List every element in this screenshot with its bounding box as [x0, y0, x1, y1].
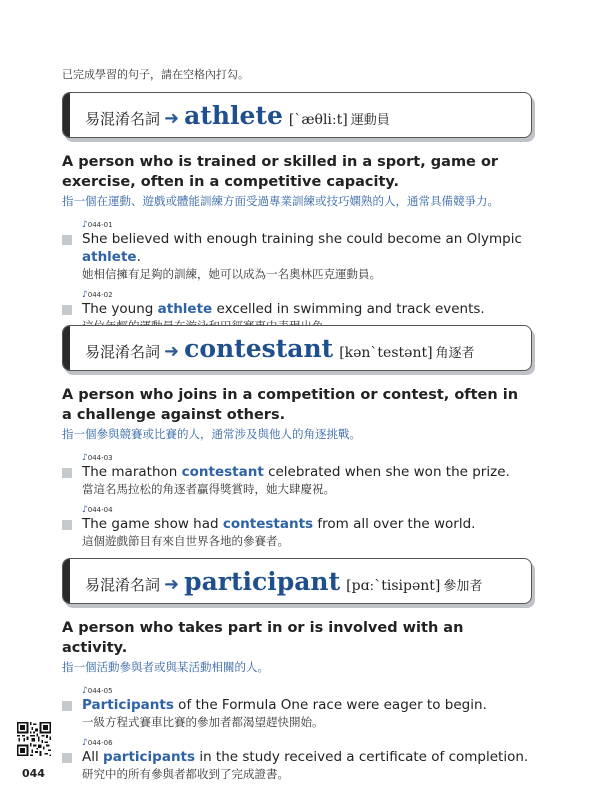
pronunciation: [pɑːˋtisipənt]: [346, 577, 441, 594]
example-sentence-zh: 她相信擁有足夠的訓練，她可以成為一名奧林匹克運動員。: [82, 267, 381, 281]
example-sentence-zh: 這個遊戲節目有來自世界各地的參賽者。: [82, 534, 289, 548]
pronunciation: [kənˋtestənt]: [339, 344, 433, 361]
page-number: 044: [22, 767, 45, 780]
music-note-icon[interactable]: ♪: [82, 220, 88, 230]
track-number: 044-05: [87, 687, 113, 695]
track-number: 044-06: [87, 739, 113, 747]
example-item: [62, 505, 532, 549]
definition-en: A person who is trained or skilled in a sport, game or exercise, often in a competitive capacity.: [62, 154, 499, 190]
example-sentence-en: All participants in the study received a certificate of completion.: [82, 749, 529, 765]
header-accent-bar: [63, 326, 70, 370]
keyword: contestant: [181, 464, 264, 480]
keyword: athlete: [82, 249, 137, 265]
example-sentence-zh: 當這名馬拉松的角逐者贏得獎賞時，她大肆慶祝。: [82, 482, 335, 496]
word-meaning: 運動員: [350, 112, 390, 128]
header-label: 易混淆名詞: [85, 342, 161, 361]
headword: participant: [184, 566, 341, 596]
section-contestant: [62, 325, 532, 549]
checkbox-icon[interactable]: [62, 468, 72, 478]
definition-zh: 指一個參與競賽或比賽的人，通常涉及與他人的角逐挑戰。: [62, 427, 361, 441]
example-sentence-en: The game show had contestants from all over the world.: [82, 516, 476, 532]
checkbox-icon[interactable]: [62, 235, 72, 245]
pronunciation: [ˋæθliːt]: [288, 111, 348, 128]
header-label: 易混淆名詞: [85, 109, 161, 128]
qr-code-icon[interactable]: [17, 722, 51, 756]
example-item: [62, 738, 532, 782]
track-number: 044-01: [87, 221, 113, 229]
section-participant: [62, 558, 532, 782]
headword: athlete: [184, 100, 283, 130]
checkbox-icon[interactable]: [62, 753, 72, 763]
header-accent-bar: [63, 559, 70, 603]
example-item: [62, 220, 532, 282]
music-note-icon[interactable]: ♪: [82, 686, 88, 696]
instruction-text: 已完成學習的句子，請在空格內打勾。: [62, 68, 249, 81]
section-athlete: [62, 92, 532, 334]
track-number: 044-04: [87, 506, 113, 514]
example-item: [62, 453, 532, 497]
example-sentence-zh: 一級方程式賽車比賽的參加者都渴望趕快開始。: [82, 715, 324, 729]
checkbox-icon[interactable]: [62, 520, 72, 530]
example-sentence-en: Participants of the Formula One race were eager to begin.: [82, 697, 487, 713]
example-item: [62, 686, 532, 730]
definition-en: A person who takes part in or is involved with an activity.: [62, 620, 464, 656]
checkbox-icon[interactable]: [62, 701, 72, 711]
music-note-icon[interactable]: ♪: [82, 738, 88, 748]
arrow-right-icon: ➜: [164, 573, 180, 595]
word-meaning: 參加者: [443, 578, 483, 594]
word-meaning: 角逐者: [435, 345, 475, 361]
music-note-icon[interactable]: ♪: [82, 453, 88, 463]
header-accent-bar: [63, 93, 70, 137]
keyword: participants: [103, 749, 196, 765]
definition-en: A person who joins in a competition or contest, often in a challenge against others.: [62, 387, 519, 423]
word-header: [62, 558, 532, 604]
definition-zh: 指一個活動參與者或與某活動相關的人。: [62, 660, 269, 674]
example-sentence-en: The marathon contestant celebrated when she won the prize.: [82, 464, 510, 480]
example-sentence-en: She believed with enough training she could become an Olympic athlete.: [82, 231, 522, 265]
keyword: athlete: [157, 301, 213, 317]
keyword: Participants: [82, 697, 174, 713]
keyword: contestants: [222, 516, 314, 532]
arrow-right-icon: ➜: [164, 340, 180, 362]
definition-zh: 指一個在運動、遊戲或體能訓練方面受過專業訓練或技巧嫻熟的人，通常具備競爭力。: [62, 194, 499, 208]
track-number: 044-02: [87, 291, 113, 299]
word-header: [62, 92, 532, 138]
headword: contestant: [184, 333, 334, 363]
header-label: 易混淆名詞: [85, 575, 161, 594]
music-note-icon[interactable]: ♪: [82, 290, 88, 300]
example-sentence-en: The young athlete excelled in swimming and track events.: [82, 301, 485, 317]
music-note-icon[interactable]: ♪: [82, 505, 88, 515]
arrow-right-icon: ➜: [164, 107, 180, 129]
example-sentence-zh: 研究中的所有參與者都收到了完成證書。: [82, 767, 289, 781]
checkbox-icon[interactable]: [62, 305, 72, 315]
track-number: 044-03: [87, 454, 113, 462]
word-header: [62, 325, 532, 371]
